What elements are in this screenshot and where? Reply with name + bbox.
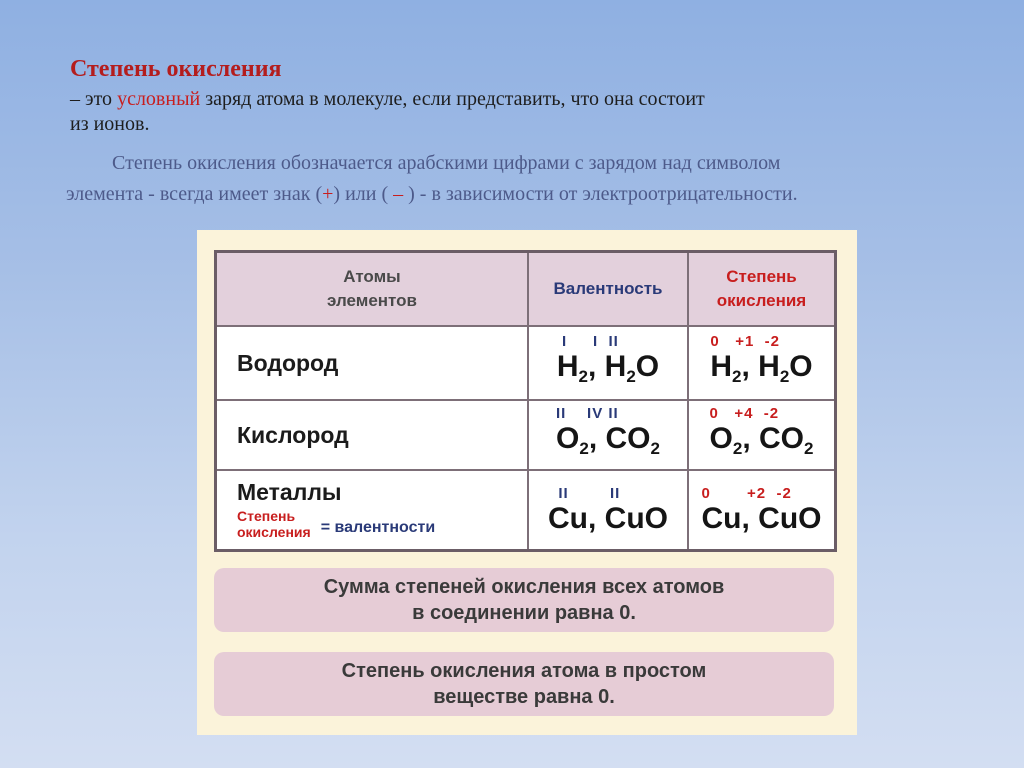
explanation-line-1: Степень окисления обозначается арабскими цифрами с зарядом над символом	[112, 152, 781, 174]
valence-marks: II IV II	[556, 405, 619, 423]
oxidation-marks: 0 +1 -2	[710, 333, 780, 351]
oxidation-card	[197, 230, 857, 735]
table-row	[216, 470, 836, 550]
oxidation-cell	[688, 400, 836, 470]
header-valence: Валентность	[528, 252, 688, 327]
formula: $O_2$, $CO_2$	[709, 422, 814, 459]
rule-simple-substance: Степень окисления атома в простом веществе равна 0.	[214, 652, 834, 716]
page-title: Степень окисления	[70, 56, 282, 82]
valence-marks: I I II	[556, 333, 619, 351]
element-name: Кислород	[216, 400, 529, 470]
oxidation-table	[214, 250, 837, 552]
table-header-row	[216, 252, 836, 327]
metals-note-oxidation: Степень окисления	[237, 508, 311, 541]
formula: Cu, CuO	[701, 502, 822, 536]
valence-cell	[528, 470, 688, 550]
definition-line-1: – это условный заряд атома в молекуле, если представить, что она состоит	[70, 88, 705, 110]
table-row	[216, 326, 836, 400]
formula: Cu, CuO	[548, 502, 668, 536]
definition-highlight: условный	[117, 88, 201, 110]
oxidation-marks: 0 +4 -2	[709, 405, 780, 423]
valence-cell	[528, 400, 688, 470]
minus-sign: –	[393, 183, 404, 205]
metals-note-valence: = валентности	[320, 519, 436, 537]
valence-marks: II II	[548, 485, 621, 503]
metals-note	[237, 508, 527, 540]
valence-cell	[528, 326, 688, 400]
rule-sum-zero: Сумма степеней окисления всех атомов в соединении равна 0.	[214, 568, 834, 632]
plus-sign: +	[322, 183, 334, 205]
formula: $O_2$, $CO_2$	[556, 422, 660, 459]
header-oxidation: Степень окисления	[688, 252, 836, 327]
formula: $H_2$, $H_2O$	[710, 350, 813, 387]
definition-line-2: из ионов.	[70, 113, 150, 135]
oxidation-cell	[688, 470, 836, 550]
oxidation-cell	[688, 326, 836, 400]
header-atoms: Атомы элементов	[216, 252, 529, 327]
explanation-line-2: элемента - всегда имеет знак (+) или ( – ) - в зависимости от электроотрицательности.	[66, 183, 798, 205]
element-name-metals: Металлы Степень окисления = валентности	[216, 470, 529, 550]
oxidation-marks: 0 +2 -2	[701, 485, 792, 503]
table-row	[216, 400, 836, 470]
formula: $H_2$, $H_2O$	[556, 350, 660, 387]
element-name: Водород	[216, 326, 529, 400]
